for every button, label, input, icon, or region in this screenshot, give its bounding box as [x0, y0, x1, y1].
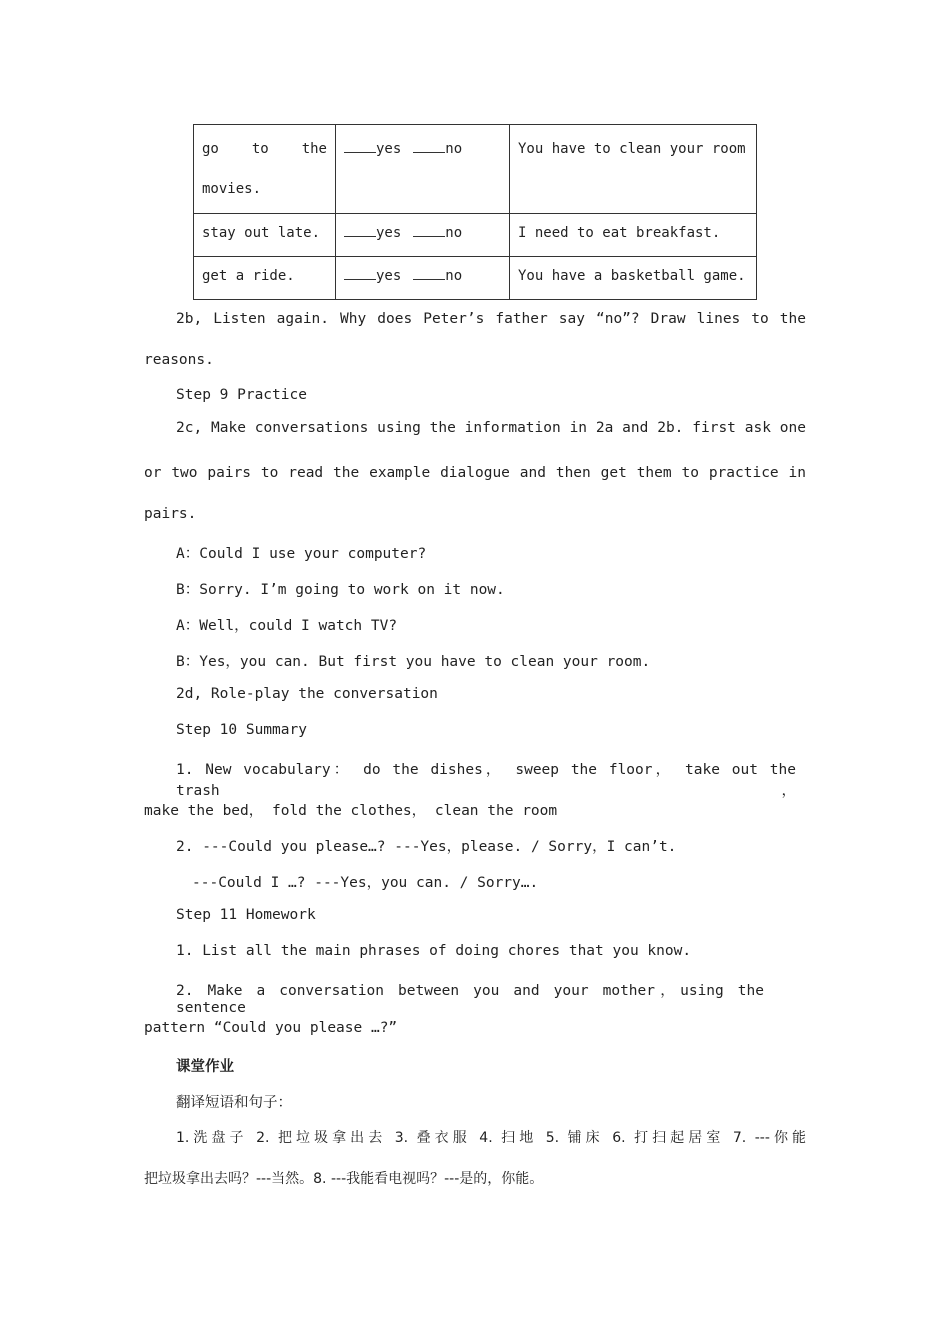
- dialogue-line: B：Sorry. I’m going to work on it now.: [176, 582, 505, 598]
- paragraph-line: pairs.: [144, 506, 197, 522]
- paragraph-line: 2. Make a conversation between you and your mother，using the sentence: [176, 983, 764, 1016]
- step-heading: Step 10 Summary: [176, 722, 307, 738]
- paragraph-line: 1. New vocabulary： do the dishes， sweep the floor， take out the trash，: [176, 762, 796, 799]
- paragraph-line: 把垃圾拿出去吗？---当然。8. ---我能看电视吗？---是的，你能。: [144, 1171, 544, 1187]
- answer-blank: [344, 267, 376, 280]
- table-row: [194, 214, 757, 257]
- activity-text: the: [301, 141, 327, 157]
- paragraph-line: 2d, Role-play the conversation: [176, 686, 438, 702]
- activity-cell: stay out late.: [194, 214, 336, 257]
- paragraph-line: 1.洗盘子 2. 把垃圾拿出去 3. 叠衣服 4. 扫地 5. 铺床 6. 打扫起居室 7. ---你能: [176, 1130, 806, 1146]
- activity-text: to: [251, 141, 269, 157]
- activity-cell: get a ride.: [194, 257, 336, 300]
- answer-blank: [344, 140, 376, 153]
- paragraph-line: reasons.: [144, 352, 214, 368]
- answer-blank: [413, 224, 445, 237]
- table-row: [194, 125, 757, 214]
- section-heading: 课堂作业: [176, 1059, 234, 1075]
- yes-option: yes: [376, 225, 402, 241]
- yes-option: yes: [376, 141, 402, 157]
- table-row: [194, 257, 757, 300]
- reason-cell: You have a basketball game.: [510, 257, 757, 300]
- answer-blank: [413, 267, 445, 280]
- activity-text: movies.: [202, 181, 262, 197]
- permission-table: [193, 124, 757, 300]
- yes-no-cell: [336, 125, 510, 214]
- dialogue-line: B：Yes，you can. But first you have to clean your room.: [176, 654, 651, 670]
- step-heading: Step 11 Homework: [176, 907, 316, 923]
- dialogue-line: A：Could I use your computer?: [176, 546, 427, 562]
- paragraph-line: or two pairs to read the example dialogue and then get them to practice in: [144, 465, 806, 481]
- activity-text: go: [202, 141, 219, 157]
- yes-no-cell: [336, 257, 510, 300]
- paragraph-line: 2b, Listen again. Why does Peter’s father say “no”? Draw lines to the: [176, 311, 806, 327]
- paragraph-line: 翻译短语和句子：: [176, 1095, 292, 1111]
- answer-blank: [413, 140, 445, 153]
- yes-option: yes: [376, 268, 402, 284]
- paragraph-line: make the bed， fold the clothes， clean the room: [144, 803, 558, 819]
- reason-cell: You have to clean your room: [510, 125, 757, 214]
- answer-blank: [344, 224, 376, 237]
- paragraph-line: ---Could I …? ---Yes，you can. / Sorry….: [192, 875, 539, 891]
- no-option: no: [445, 225, 463, 241]
- no-option: no: [445, 141, 463, 157]
- dialogue-line: A：Well，could I watch TV?: [176, 618, 398, 634]
- paragraph-line: 1. List all the main phrases of doing chores that you know.: [176, 943, 692, 959]
- activity-cell: [194, 125, 336, 214]
- paragraph-line: pattern “Could you please …?”: [144, 1020, 398, 1036]
- paragraph-line: 2. ---Could you please…? ---Yes，please. / Sorry，I can’t.: [176, 839, 677, 855]
- no-option: no: [445, 268, 463, 284]
- yes-no-cell: [336, 214, 510, 257]
- reason-cell: I need to eat breakfast.: [510, 214, 757, 257]
- paragraph-line: 2c, Make conversations using the information in 2a and 2b. first ask one: [176, 420, 806, 436]
- step-heading: Step 9 Practice: [176, 387, 307, 403]
